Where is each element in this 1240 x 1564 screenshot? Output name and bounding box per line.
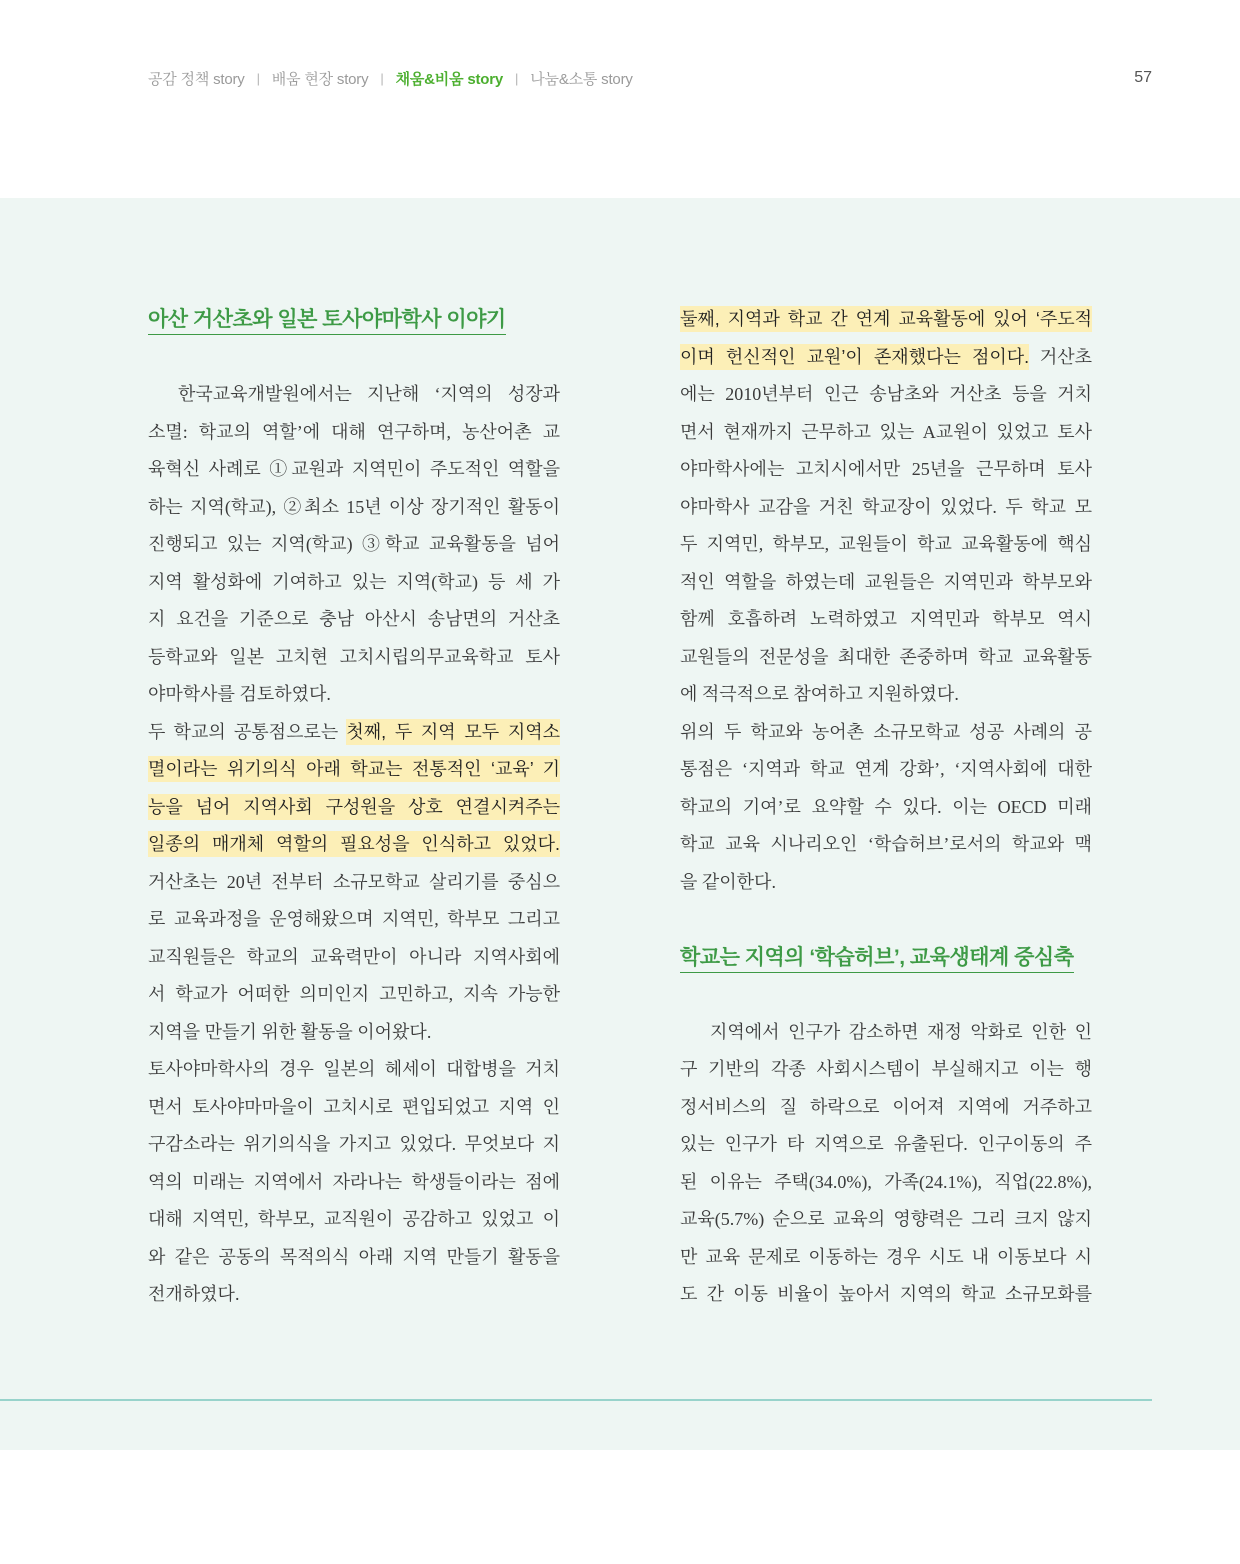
page-number: 57	[1134, 69, 1152, 86]
running-header	[148, 66, 1152, 90]
text-line: 야마학사 교감을 거친 학교장이 있었다. 두 학교 모	[680, 496, 1092, 517]
text-line: 있는 인구가 타 지역으로 유출된다. 인구이동의 주	[680, 1134, 1092, 1155]
spacer	[148, 339, 560, 377]
spacer	[680, 901, 1092, 939]
text-line: 위의 두 학교와 농어촌 소규모학교 성공 사례의 공	[680, 721, 1092, 742]
text-line: 지역 활성화에 기여하고 있는 지역(학교) 등 세 가	[148, 571, 560, 592]
nav-separator: |	[515, 70, 519, 86]
text-line: 서 학교가 어떠한 의미인지 고민하고, 지속 가능한	[148, 984, 560, 1005]
text-line: 에는 2010년부터 인근 송남초와 거산초 등을 거치	[680, 384, 1092, 405]
nav-item-chaeum-biwoom: 채움&비움 story	[395, 70, 504, 88]
highlighted-text: 이며 헌신적인 교원’이 존재했다는 점이다.	[680, 344, 1029, 370]
text-line	[148, 751, 560, 789]
text-line: 정서비스의 질 하락으로 이어져 지역에 거주하고	[680, 1096, 1092, 1117]
right-column	[680, 301, 1092, 1314]
text-line: 구감소라는 위기의식을 가지고 있었다. 무엇보다 지	[148, 1134, 560, 1155]
text-line: 함께 호흡하려 노력하였고 지역민과 학부모 역시	[680, 609, 1092, 630]
section-heading	[680, 939, 1092, 977]
section-heading	[148, 301, 560, 339]
section-nav	[148, 68, 633, 89]
text-line: 전개하였다.	[148, 1284, 240, 1305]
text-line: 육혁신 사례로 ①교원과 지역민이 주도적인 역할을	[148, 459, 560, 480]
text-line: 등학교와 일본 고치현 고치시립의무교육학교 토사	[148, 646, 560, 667]
nav-item-gonggam-policy: 공감 정책 story	[148, 70, 245, 88]
text-line: 야마학사에는 고치시에서만 25년을 근무하며 토사	[680, 459, 1092, 480]
text-line: 교원들의 전문성을 최대한 존중하며 학교 교육활동	[680, 646, 1092, 667]
highlighted-text: 둘째, 지역과 학교 간 연계 교육활동에 있어 ‘주도적	[680, 306, 1092, 332]
text-line: 학교의 기여’로 요약할 수 있다. 이는 OECD 미래	[680, 796, 1092, 817]
nav-separator: |	[380, 70, 384, 86]
text-line: 을 같이한다.	[680, 871, 776, 892]
paragraph	[148, 376, 560, 714]
text-line: 지 요건을 기준으로 충남 아산시 송남면의 거산초	[148, 609, 560, 630]
highlighted-text: 일종의 매개체 역할의 필요성을 인식하고 있었다.	[148, 831, 560, 857]
paragraph	[680, 301, 1092, 714]
text-line: 지역에서 인구가 감소하면 재정 악화로 인한 인	[710, 1021, 1092, 1042]
text-line: 적인 역할을 하였는데 교원들은 지역민과 학부모와	[680, 571, 1092, 592]
text-run: 두 학교의 공통점으로는	[148, 721, 347, 742]
highlighted-text: 능을 넘어 지역사회 구성원을 상호 연결시켜주는	[148, 794, 560, 820]
text-line	[148, 826, 560, 864]
section-heading-text: 학교는 지역의 ‘학습허브’, 교육생태계 중심축	[680, 946, 1074, 973]
text-line: 통점은 ‘지역과 학교 연계 강화’, ‘지역사회에 대한	[680, 759, 1092, 780]
text-line: 대해 지역민, 학부모, 교직원이 공감하고 있었고 이	[148, 1209, 560, 1230]
text-line: 교직원들은 학교의 교육력만이 아니라 지역사회에	[148, 946, 560, 967]
paragraph	[148, 1051, 560, 1314]
text-line: 역의 미래는 지역에서 자라나는 학생들이라는 점에	[148, 1171, 560, 1192]
text-line: 면서 현재까지 근무하고 있는 A교원이 있었고 토사	[680, 421, 1092, 442]
text-line	[680, 301, 1092, 339]
paragraph	[680, 714, 1092, 902]
text-line: 야마학사를 검토하였다.	[148, 684, 331, 705]
text-line: 학교 교육 시나리오인 ‘학습허브’로서의 학교와 맥	[680, 834, 1092, 855]
paragraph	[680, 1014, 1092, 1314]
text-line: 로 교육과정을 운영해왔으며 지역민, 학부모 그리고	[148, 909, 560, 930]
highlighted-text: 멸이라는 위기의식 아래 학교는 전통적인 ‘교육’ 기	[148, 756, 560, 782]
bottom-divider-line	[0, 1399, 1152, 1401]
text-line: 진행되고 있는 지역(학교) ③학교 교육활동을 넘어	[148, 534, 560, 555]
paragraph	[148, 714, 560, 1052]
left-column	[148, 301, 560, 1314]
text-line: 두 지역민, 학부모, 교원들이 학교 교육활동에 핵심	[680, 534, 1092, 555]
text-line: 면서 토사야마마을이 고치시로 편입되었고 지역 인	[148, 1096, 560, 1117]
text-line: 에 적극적으로 참여하고 지원하였다.	[680, 684, 959, 705]
text-line: 거산초는 20년 전부터 소규모학교 살리기를 중심으	[148, 871, 560, 892]
text-line	[148, 714, 560, 752]
text-line: 교육(5.7%) 순으로 교육의 영향력은 그리 크지 않지	[680, 1209, 1092, 1230]
text-line: 와 같은 공동의 목적의식 아래 지역 만들기 활동을	[148, 1246, 560, 1267]
spacer	[680, 976, 1092, 1014]
highlighted-text: 첫째, 두 지역 모두 지역소	[346, 719, 560, 745]
nav-separator: |	[256, 70, 260, 86]
section-heading-text: 아산 거산초와 일본 토사야마학사 이야기	[148, 308, 506, 335]
nav-item-nanum-sotong: 나눔&소통 story	[530, 70, 633, 88]
text-line: 도 간 이동 비율이 높아서 지역의 학교 소규모화를	[680, 1284, 1092, 1305]
text-line: 한국교육개발원에서는 지난해 ‘지역의 성장과	[178, 384, 560, 405]
text-line: 토사야마학사의 경우 일본의 헤세이 대합병을 거치	[148, 1059, 560, 1080]
text-line: 만 교육 문제로 이동하는 경우 시도 내 이동보다 시	[680, 1246, 1092, 1267]
text-line: 소멸: 학교의 역할’에 대해 연구하며, 농산어촌 교	[148, 421, 560, 442]
text-line: 지역을 만들기 위한 활동을 이어왔다.	[148, 1021, 432, 1042]
text-line: 구 기반의 각종 사회시스템이 부실해지고 이는 행	[680, 1059, 1092, 1080]
text-line: 하는 지역(학교), ②최소 15년 이상 장기적인 활동이	[148, 496, 560, 517]
text-line	[148, 789, 560, 827]
nav-item-baeum-field: 배움 현장 story	[271, 70, 369, 88]
text-line	[680, 339, 1092, 377]
text-run: 거산초	[1029, 346, 1092, 367]
text-line: 된 이유는 주택(34.0%), 가족(24.1%), 직업(22.8%),	[680, 1171, 1092, 1192]
